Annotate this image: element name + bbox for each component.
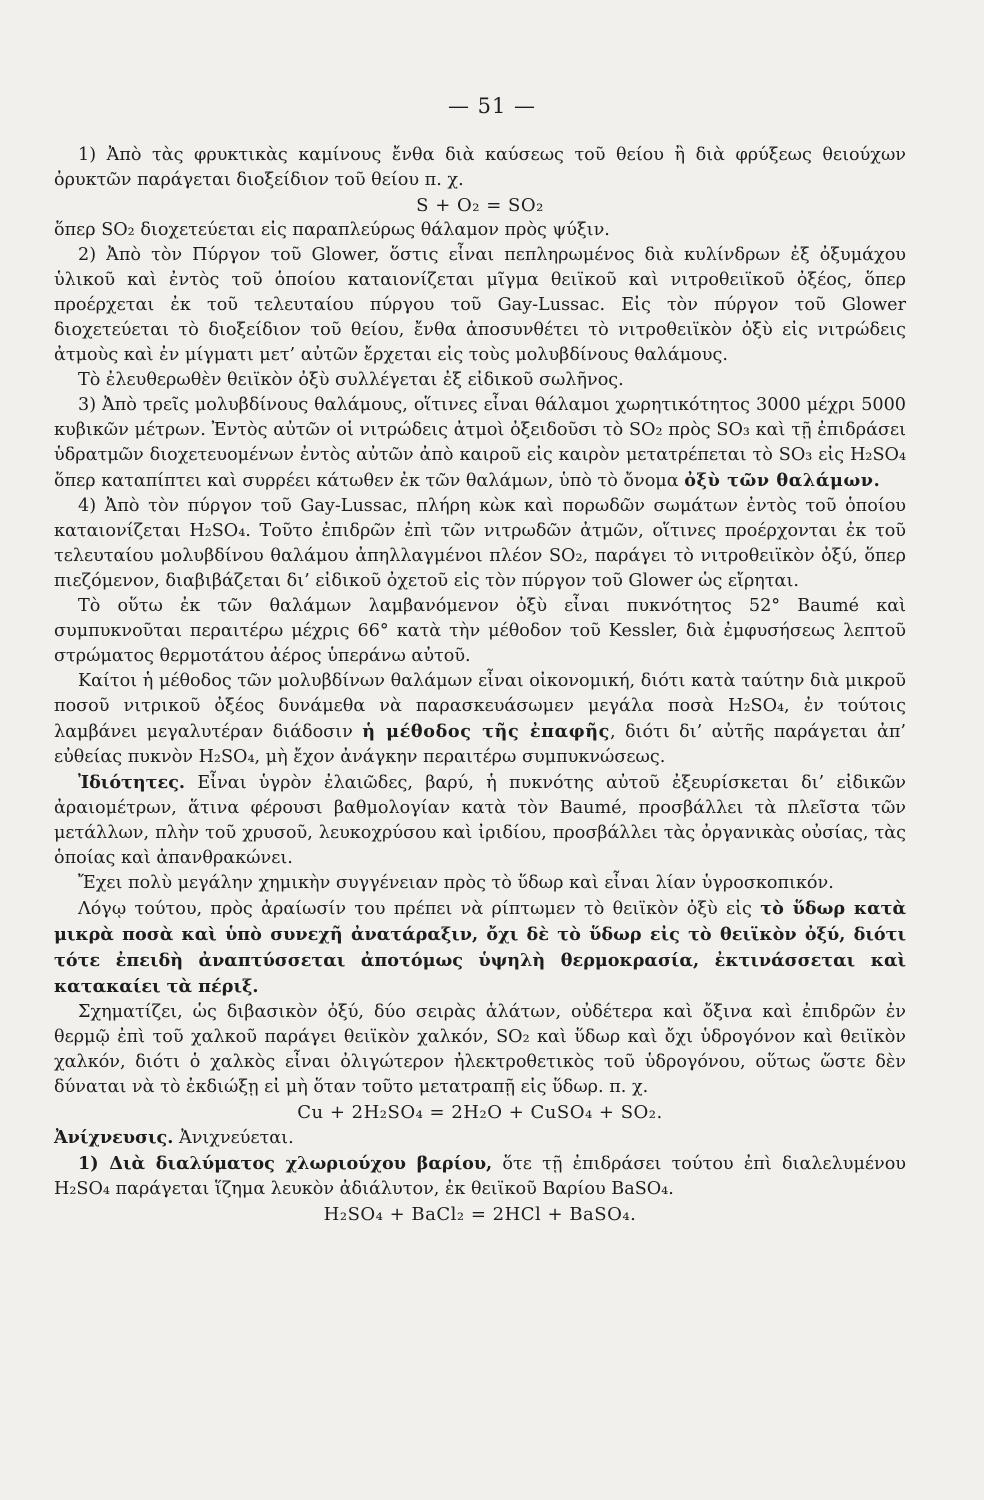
paragraph-3 [54, 393, 906, 494]
equation-3: H₂SO₄ + BaCl₂ = 2HCl + BaSO₄. [323, 1204, 637, 1225]
paragraph-7-text: Εἶναι ὑγρὸν ἐλαιῶδες, βαρύ, ἡ πυκνότης αὐτοῦ ἐξευρίσκεται δι’ εἰδικῶν ἀραιομέτρων, ἅτινα φέρουσι βαθμολογίαν κατὰ τὸν Baumé, προσβάλλει τὰ πλεῖστα τῶν μετάλλων, πλὴν τοῦ χρυσοῦ, λευκοχρύσου καὶ ἰριδίου, προσβάλλει τὰς ὀργανικὰς οὐσίας, τὰς ὁποίας καὶ ἀπανθρακώνει. [54, 773, 906, 868]
paragraph-12 [54, 1151, 906, 1202]
heading-properties: Ἰδιότητες. [78, 772, 186, 793]
paragraph-9 [54, 896, 906, 1000]
paragraph-6 [54, 669, 906, 770]
term-contact-method: ἡ μέθοδος τῆς ἐπαφῆς [362, 721, 610, 742]
paragraph-10: Σχηματίζει, ὡς διβασικὸν ὀξύ, δύο σειρὰς ἁλάτων, οὐδέτερα καὶ ὄξινα καὶ ἐπιδρῶν ἐν θερμῷ ἐπὶ τοῦ χαλκοῦ παράγει θειϊκὸν χαλκόν, SO₂ καὶ ὕδωρ καὶ ὄχι ὑδρογόνον καὶ θειϊκὸν χαλκόν, διότι ὁ χαλκὸς εἶναι ὀλιγώτερον ἠλεκτροθετικὸς τοῦ ὑδρογόνου, οὕτως ὥστε δὲν δύναται νὰ τὸ ἐκδιώξῃ εἰ μὴ ὅταν τοῦτο μετατραπῇ εἰς ὕδωρ. π. χ. [54, 1002, 906, 1097]
paragraph-3-text: 3) Ἀπὸ τρεῖς μολυβδίνους θαλάμους, οἵτινες εἶναι θάλαμοι χωρητικότητος 3000 μέχρι 5000 κυβικῶν μέτρων. Ἐντὸς αὐτῶν οἱ νιτρώδεις ἀτμοὶ ὀξειδοῦσι τὸ SO₂ πρὸς SO₃ καὶ τῇ ἐπιδράσει ὑδρατμῶν διοχετευομένων ἐντὸς αὐτῶν ἀπὸ καιροῦ εἰς καιρὸν μετατρέπεται τὸ SO₃ εἰς H₂SO₄ ὅπερ καταπίπτει καὶ συρρέει κάτωθεν ἐκ τῶν θαλάμων, ὑπὸ τὸ ὄνομα [54, 395, 906, 491]
paragraph-6-text-a: Καίτοι ἡ μέθοδος τῶν μολυβδίνων θαλάμων εἶναι οἰκονομική, διότι κατὰ ταύτην διὰ μικροῦ ποσοῦ νιτρικοῦ ὀξέος δυνάμεθα νὰ παρασκευάσωμεν μεγάλα ποσὰ H₂SO₄, ἐν τούτοις λαμβάνει μεγαλυτέραν διάδοσιν [54, 671, 906, 742]
term-barium-chloride: 1) Διὰ διαλύματος χλωριούχου βαρίου, [78, 1153, 493, 1174]
paragraph-1-cont: ὅπερ SO₂ διοχετεύεται εἰς παραπλεύρως θάλαμον πρὸς ψύξιν. [54, 220, 610, 240]
equation-1: S + O₂ = SO₂ [416, 195, 544, 216]
paragraph-12-text: ὅτε τῇ ἐπιδράσει τούτου ἐπὶ διαλελυμένου H₂SO₄ παράγεται ἵζημα λευκὸν ἀδιάλυτον, ἐκ θειϊκοῦ Βαρίου BaSO₄. [54, 1154, 906, 1199]
page-number: — 51 — [447, 94, 537, 118]
warning-dilution: τὸ ὕδωρ κατὰ μικρὰ ποσὰ καὶ ὑπὸ συνεχῆ ἀνατάραξιν, ὄχι δὲ τὸ ὕδωρ εἰς τὸ θειϊκὸν ὀξύ, διότι τότε ἐπειδὴ ἀναπτύσσεται ἀποτόμως ὑψηλὴ θερμοκρασία, ἐκτινάσσεται καὶ κατακαίει τὰ πέριξ. [54, 898, 907, 997]
paragraph-2: 2) Ἀπὸ τὸν Πύργον τοῦ Glower, ὅστις εἶναι πεπληρωμένος διὰ κυλίνδρων ἐξ ὀξυμάχου ὑλικοῦ καὶ ἐντὸς τοῦ ὁποίου καταιονίζεται μῖγμα θειϊκοῦ καὶ νιτροθειϊκοῦ ὀξέος, ὅπερ προέρχεται ἐκ τοῦ τελευταίου πύργου τοῦ Gay-Lussac. Εἰς τὸν πύργον τοῦ Glower διοχετεύεται τὸ διοξείδιον τοῦ θείου, ἔνθα ἀποσυνθέτει τὸ νιτροθειϊκὸν ὀξὺ εἰς νιτρώδεις ἀτμοὺς καὶ ἐν μίγματι μετ’ αὐτῶν ἔρχεται εἰς τοὺς μολυβδίνους θαλάμους. [54, 245, 906, 365]
paragraph-11 [54, 1125, 906, 1151]
term-chamber-acid: ὀξὺ τῶν θαλάμων. [684, 470, 881, 491]
paragraph-2b: Τὸ ἐλευθερωθὲν θειϊκὸν ὀξὺ συλλέγεται ἐξ εἰδικοῦ σωλῆνος. [78, 370, 624, 390]
paragraph-11-text: Ἀνιχνεύεται. [178, 1128, 294, 1148]
paragraph-4: 4) Ἀπὸ τὸν πύργον τοῦ Gay-Lussac, πλήρη κὼκ καὶ πορωδῶν σωμάτων ἐντὸς τοῦ ὁποίου καταιονίζεται H₂SO₄. Τοῦτο ἐπιδρῶν ἐπὶ τῶν νιτρωδῶν ἀτμῶν, οἵτινες προέρχονται ἐκ τοῦ τελευταίου μολυβδίνου θαλάμου ἀπηλλαγμένοι πλέον SO₂, παράγει τὸ νιτροθειϊκὸν ὀξύ, ὅπερ πιεζόμενον, διαβιβάζεται δι’ εἰδικοῦ ὀχετοῦ εἰς τὸν πύργον τοῦ Glower ὡς εἴρηται. [54, 496, 906, 591]
equation-2: Cu + 2H₂SO₄ = 2H₂O + CuSO₄ + SO₂. [297, 1102, 663, 1123]
heading-detection: Ἀνίχνευσις. [54, 1127, 174, 1148]
paragraph-1: 1) Ἀπὸ τὰς φρυκτικὰς καμίνους ἔνθα διὰ καύσεως τοῦ θείου ἢ διὰ φρύξεως θειούχων ὀρυκτῶν παράγεται διοξείδιον τοῦ θείου π. χ. [54, 145, 906, 190]
paragraph-9-text: Λόγῳ τούτου, πρὸς ἀραίωσίν του πρέπει νὰ ρίπτωμεν τὸ θειϊκὸν ὀξὺ εἰς [78, 899, 752, 919]
paragraph-6-text-b: , διότι δι’ αὐτῆς παράγεται ἀπ’ εὐθείας πυκνὸν H₂SO₄, μὴ ἔχον ἀνάγκην περαιτέρω συμπυκνώσεως. [54, 722, 906, 767]
paragraph-5: Τὸ οὕτω ἐκ τῶν θαλάμων λαμβανόμενον ὀξὺ εἶναι πυκνότητος 52° Baumé καὶ συμπυκνοῦται περαιτέρω μέχρις 66° κατὰ τὴν μέθοδον τοῦ Kessler, διὰ ἐμφυσήσεως λεπτοῦ στρώματος θερμοτάτου ἀέρος ὑπεράνω αὐτοῦ. [54, 596, 906, 666]
paragraph-7 [54, 770, 906, 871]
paragraph-8: Ἔχει πολὺ μεγάλην χημικὴν συγγένειαν πρὸς τὸ ὕδωρ καὶ εἶναι λίαν ὑγροσκοπικόν. [78, 873, 834, 893]
body-text [54, 143, 906, 1227]
